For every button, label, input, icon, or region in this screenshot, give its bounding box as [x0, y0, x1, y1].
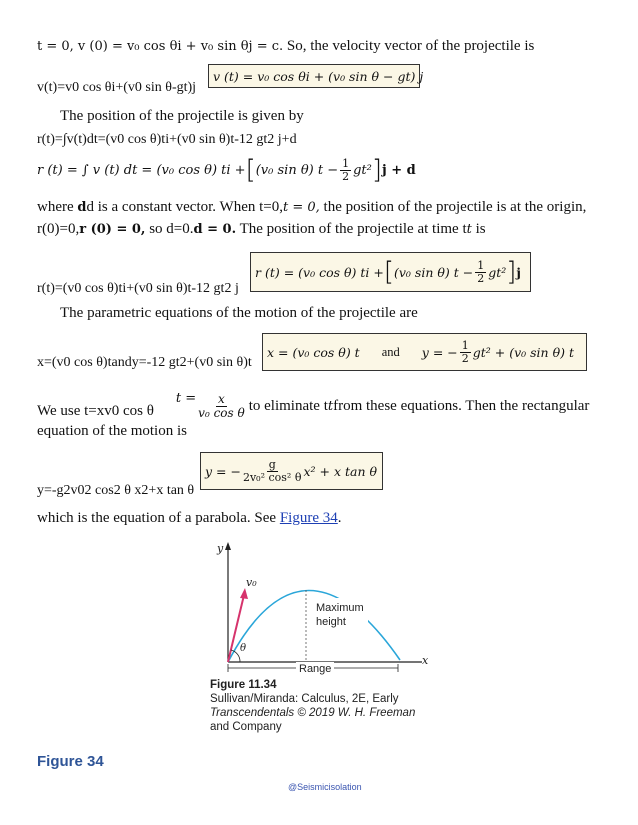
rectangular-rhs: x² + x tan θ [303, 463, 377, 479]
watermark: @Seismicisolation [288, 782, 362, 792]
rectangular-plain-text: y=-g2v02 cos2 θ x2+x tan θ [37, 483, 195, 498]
parabola-line [37, 510, 342, 527]
velocity-equation: v (t) = v₀ cos θi + (v₀ sin θ − gt) j [213, 68, 424, 84]
position-integral-plain: r(t)=∫v(t)dt=(v0 cos θ)ti+(v0 sin θ)t-12 gt2 j+d [37, 132, 297, 147]
t-formula-lhs: t = [175, 390, 197, 406]
figure-34-heading: Figure 34 [37, 753, 104, 770]
position-integral-rhs: j + d [382, 162, 416, 178]
text-is: is [471, 221, 486, 237]
text-to-eliminate: to eliminate t [248, 397, 328, 414]
y-equation-rhs: gt² + (v₀ sin θ) t [472, 344, 574, 360]
parametric-intro-text: The parametric equations of the motion of the projectile are [60, 305, 418, 321]
text-origin: the position of the projectile is at the origin, [319, 199, 587, 215]
parametric-plain-text: x=(v0 cos θ)tandy=-12 gt2+(v0 sin θ)t [37, 355, 252, 370]
fraction-numerator: g [268, 457, 276, 471]
projectile-figure [200, 538, 440, 678]
position-integral-g: gt² [353, 162, 372, 178]
one-half-fraction [460, 340, 471, 364]
one-half-fraction [340, 158, 351, 182]
text-r0-plain: r(0)=0, [37, 221, 80, 237]
figure-34-link[interactable]: Figure 34 [279, 510, 338, 526]
period: . [337, 510, 342, 526]
theta-label: θ [240, 643, 247, 654]
text-position-at-time: The position of the projectile at time t [236, 221, 467, 237]
figure-caption [210, 678, 415, 734]
initial-velocity-equation: t = 0, v (0) = v₀ cos θi + v₀ sin θj = c. [37, 39, 284, 54]
y-equation-lhs: y = − [421, 344, 458, 360]
caption-line-3: and Company [210, 721, 282, 733]
range-label: Range [299, 663, 332, 675]
fraction-numerator: x [218, 391, 225, 406]
t-symbol: t [327, 398, 334, 414]
position-intro-text: The position of the projectile is given by [60, 108, 304, 124]
caption-line-1: Sullivan/Miranda: Calculus, 2E, Early [210, 693, 399, 705]
fraction-denominator: v₀ cos θ [198, 405, 245, 420]
fraction-denominator: 2 [477, 271, 485, 285]
t-formula [175, 390, 247, 420]
position-g: gt² [488, 264, 507, 280]
velocity-intro-text: So, the velocity vector of the projectile is [283, 38, 535, 54]
text-parabola: which is the equation of a parabola. See [37, 510, 280, 526]
position-plain-text: r(t)=(v0 cos θ)ti+(v0 sin θ)t-12 gt2 j [37, 281, 239, 296]
position-inner: (v₀ sin θ) t − [393, 264, 474, 280]
text-where: where [37, 199, 78, 215]
d0-equation: d = 0. [193, 222, 237, 237]
max-height-label-1: Maximum [316, 602, 364, 614]
max-height-label-2: height [316, 616, 346, 628]
angle-arc [231, 650, 240, 662]
v0-arrowhead-icon [240, 588, 248, 599]
and-text: and [381, 344, 400, 359]
t-symbol: t [466, 222, 472, 237]
initial-position-line [37, 221, 486, 238]
rectangular-equation-box [200, 452, 383, 490]
parametric-equation-box [262, 333, 587, 371]
left-bracket: [ [245, 155, 256, 185]
constant-vector-line [37, 199, 586, 216]
d-symbol: d [77, 200, 87, 215]
velocity-intro-line [37, 38, 534, 55]
position-integral-equation [37, 150, 416, 190]
position-integral-lhs: r (t) = ∫ v (t) dt = (v₀ cos θ) ti + [37, 162, 246, 178]
y-axis-arrow-icon [225, 542, 231, 550]
rectangular-lhs: y = − [205, 463, 241, 479]
y-axis-label: y [217, 542, 224, 555]
caption-line-2: Transcendentals © 2019 W. H. Freeman [210, 707, 416, 719]
velocity-plain-text: v(t)=v0 cos θi+(v0 sin θ-gt)j [37, 80, 197, 95]
x-over-v0cos-fraction [198, 393, 245, 419]
v0-label: v₀ [246, 576, 257, 589]
position-rhs: j [516, 264, 521, 280]
g-over-2v0-fraction [243, 459, 302, 483]
r0-equation: r (0) = 0, [79, 222, 146, 237]
fraction-denominator: 2 [342, 169, 350, 183]
position-equation-box [250, 252, 531, 292]
text-rectangular: from these equations. Then the rectangular [333, 397, 590, 414]
position-integral-inner: (v₀ sin θ) t − [255, 162, 339, 178]
fraction-numerator: 1 [342, 156, 350, 170]
fraction-numerator: 1 [461, 338, 469, 352]
fraction-denominator: 2 [461, 351, 469, 365]
left-bracket: [ [383, 257, 394, 287]
velocity-equation-box [208, 64, 424, 88]
right-bracket: ] [506, 257, 517, 287]
caption-title: Figure 11.34 [210, 679, 277, 691]
text-we-use: We use t=xv0 cos θ [37, 403, 154, 419]
x-axis-label: x [422, 654, 429, 667]
one-half-fraction [475, 260, 486, 284]
x-equation: x = (v₀ cos θ) t [267, 344, 360, 360]
eliminate-t-line [37, 388, 589, 424]
position-lhs: r (t) = (v₀ cos θ) ti + [255, 264, 384, 280]
fraction-denominator: 2v₀² cos² θ [242, 470, 302, 484]
fraction-numerator: 1 [477, 258, 485, 272]
right-bracket: ] [371, 155, 383, 185]
text-constant-vector: d is a constant vector. When t=0, [86, 199, 283, 215]
equation-of-motion-text: equation of the motion is [37, 423, 187, 439]
t-zero-symbol: t = 0, [282, 200, 320, 215]
text-so-d: so d=0. [145, 221, 194, 237]
